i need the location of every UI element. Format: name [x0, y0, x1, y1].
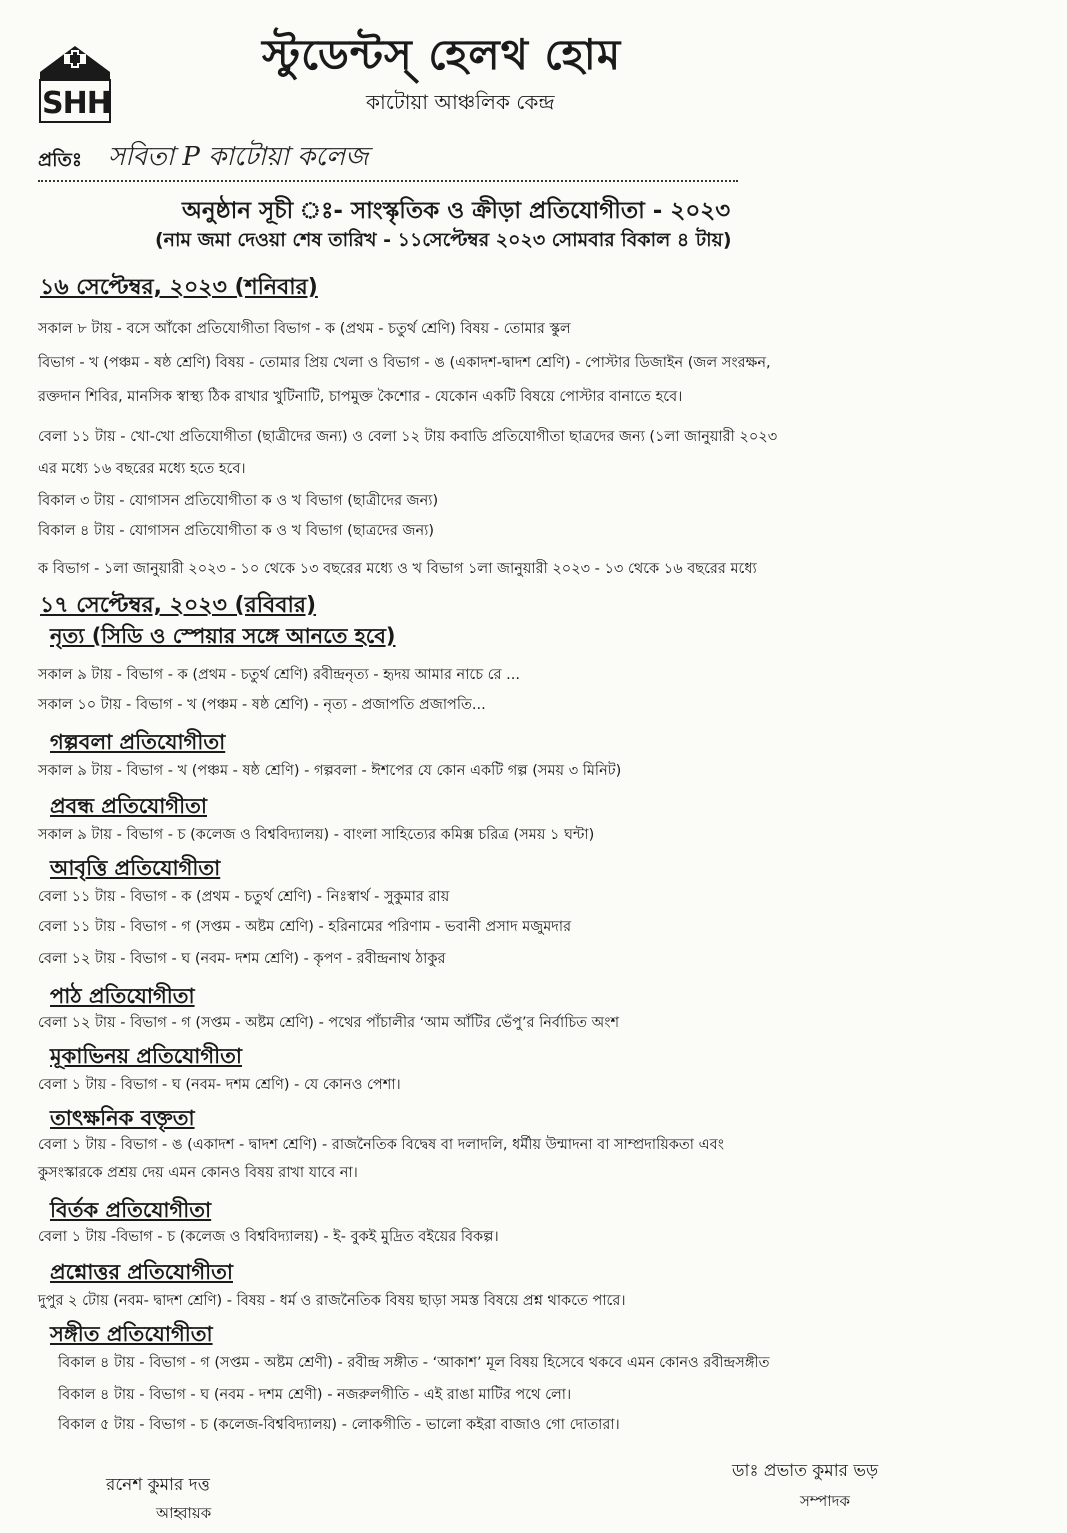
- essay-line: সকাল ৯ টায় - বিভাগ - চ (কলেজ ও বিশ্ববিদ্যালয়) - বাংলা সাহিত্যের কমিক্স চরিত্র (সময় ১ ঘন্টা): [38, 827, 595, 843]
- secretary-name: ডাঃ প্রভাত কুমার ভড়: [732, 1461, 879, 1481]
- section-title-reading: পাঠ প্রতিযোগীতা: [50, 984, 195, 1008]
- shh-logo: [36, 42, 114, 124]
- day1-heading: ১৬ সেপ্টেম্বর, ২০২৩ (শনিবার): [40, 275, 318, 300]
- extempore-line: বেলা ১ টায় - বিভাগ - ঙ (একাদশ - দ্বাদশ শ্রেণি) - রাজনৈতিক বিদ্বেষ বা দলাদলি, ধর্মীয় উন্মাদনা বা সাম্প্রদায়িকতা এবং: [38, 1137, 724, 1153]
- section-title-essay: প্রবন্ধ প্রতিযোগীতা: [50, 794, 207, 818]
- section-title-extempore: তাৎক্ষনিক বক্তৃতা: [50, 1106, 195, 1130]
- mime-line: বেলা ১ টায় - বিভাগ - ঘ (নবম- দশম শ্রেণি) - যে কোনও পেশা।: [38, 1077, 401, 1093]
- day1-line: বিকাল ৩ টায় - যোগাসন প্রতিযোগীতা ক ও খ বিভাগ (ছাত্রীদের জন্য): [38, 493, 439, 509]
- section-title-mime: মূকাভিনয় প্রতিযোগীতা: [50, 1044, 242, 1068]
- section-title-music: সঙ্গীত প্রতিযোগীতা: [50, 1322, 213, 1346]
- convener-name: রনেশ কুমার দত্ত: [106, 1475, 210, 1495]
- secretary-role: সম্পাদক: [800, 1492, 851, 1510]
- extempore-line: কুসংস্কারকে প্রশ্রয় দেয় এমন কোনও বিষয় রাখা যাবে না।: [38, 1165, 358, 1181]
- quiz-line: দুপুর ২ টোয় (নবম- দ্বাদশ শ্রেণি) - বিষয় - ধর্ম ও রাজনৈতিক বিষয় ছাড়া সমস্ত বিষয়ে প্রশ্ন থাকতে পারে।: [38, 1293, 626, 1309]
- recipient-handwritten: সবিতা P কাটোয়া কলেজ: [108, 142, 369, 172]
- day1-line: বিকাল ৪ টায় - যোগাসন প্রতিযোগীতা ক ও খ বিভাগ (ছাত্রদের জন্য): [38, 523, 434, 539]
- recitation-line: বেলা ১১ টায় - বিভাগ - ক (প্রথম - চতুর্থ শ্রেণি) - নিঃস্বার্থ - সুকুমার রায়: [38, 889, 450, 905]
- recipient-dotted-line: [38, 180, 738, 182]
- org-title: স্টুডেন্টস্ হেলথ হোম: [262, 30, 622, 79]
- day1-line: রক্তদান শিবির, মানসিক স্বাস্থ্য ঠিক রাখার খুটিনাটি, চাপমুক্ত কৈশোর - যেকোন একটি বিষয়ে পোস্টার বানাতে হবে।: [38, 389, 683, 405]
- day1-line: এর মধ্যে ১৬ বছরের মধ্যে হতে হবে।: [38, 461, 246, 477]
- logo-text: SHH: [42, 86, 111, 121]
- section-title-recitation: আবৃত্তি প্রতিযোগীতা: [50, 856, 221, 880]
- convener-role: আহ্বায়ক: [156, 1504, 212, 1522]
- section-title-quiz: প্রশ্নোত্তর প্রতিযোগীতা: [50, 1260, 233, 1284]
- day2-heading: ১৭ সেপ্টেম্বর, ২০২৩ (রবিবার): [40, 593, 317, 618]
- day1-line: বেলা ১১ টায় - খো-খো প্রতিযোগীতা (ছাত্রীদের জন্য) ও বেলা ১২ টায় কবাডি প্রতিযোগীতা ছাত্রদের জন্য (১লা জানুয়ারী ২০২৩: [38, 429, 778, 445]
- day1-line: ক বিভাগ - ১লা জানুয়ারী ২০২৩ - ১০ থেকে ১৩ বছরের মধ্যে ও খ বিভাগ ১লা জানুয়ারী ২০২৩ - ১৩ থেকে ১৬ বছরের মধ্যে: [38, 561, 757, 577]
- day1-line: সকাল ৮ টায় - বসে আঁকো প্রতিযোগীতা বিভাগ - ক (প্রথম - চতুর্থ শ্রেণি) বিষয় - তোমার স্কুল: [38, 321, 571, 337]
- reading-line: বেলা ১২ টায় - বিভাগ - গ (সপ্তম - অষ্টম শ্রেণি) - পথের পাঁচালীর ‘আম আঁটির ভেঁপু’র নির্বাচিত অংশ: [38, 1015, 620, 1031]
- section-title-dance: নৃত্য (সিডি ও স্পেয়ার সঙ্গে আনতে হবে): [50, 624, 396, 648]
- music-line: বিকাল ৪ টায় - বিভাগ - গ (সপ্তম - অষ্টম শ্রেণী) - রবীন্দ্র সঙ্গীত - ‘আকাশ’ মূল বিষয় হিসেবে থকবে এমন কোনও রবীন্দ্রসঙ্গীত: [58, 1355, 770, 1371]
- music-line: বিকাল ৫ টায় - বিভাগ - চ (কলেজ-বিশ্ববিদ্যালয়) - লোকগীতি - ভালো কইরা বাজাও গো দোতারা।: [58, 1417, 620, 1433]
- deadline-note: (নাম জমা দেওয়া শেষ তারিখ - ১১সেপ্টেম্বর ২০২৩ সোমবার বিকাল ৪ টায়): [155, 229, 732, 251]
- debate-line: বেলা ১ টায় -বিভাগ - চ (কলেজ ও বিশ্ববিদ্যালয়) - ই- বুকই মুদ্রিত বইয়ের বিকল্প।: [38, 1229, 499, 1245]
- music-line: বিকাল ৪ টায় - বিভাগ - ঘ (নবম - দশম শ্রেণী) - নজরুলগীতি - এই রাঙা মাটির পথে লো।: [58, 1387, 572, 1403]
- storytelling-line: সকাল ৯ টায় - বিভাগ - খ (পঞ্চম - ষষ্ঠ শ্রেণি) - গল্পবলা - ঈশপের যে কোন একটি গল্প (সময় ৩ মিনিট): [38, 763, 622, 779]
- org-subtitle: কাটোয়া আঞ্চলিক কেন্দ্র: [366, 90, 555, 114]
- day1-line: বিভাগ - খ (পঞ্চম - ষষ্ঠ শ্রেণি) বিষয় - তোমার প্রিয় খেলা ও বিভাগ - ঙ (একাদশ-দ্বাদশ শ্রেণি) - পোস্টার ডিজাইন (জল সংরক্ষন,: [38, 355, 771, 371]
- to-label: প্রতিঃ: [38, 149, 83, 171]
- dance-line: সকাল ১০ টায় - বিভাগ - খ (পঞ্চম - ষষ্ঠ শ্রেণি) - নৃত্য - প্রজাপতি প্রজাপতি...: [38, 697, 486, 713]
- section-title-debate: বির্তক প্রতিযোগীতা: [50, 1198, 212, 1222]
- program-title: অনুষ্ঠান সূচী ঃ- সাংস্কৃতিক ও ক্রীড়া প্রতিযোগীতা - ২০২৩: [182, 198, 731, 224]
- recitation-line: বেলা ১২ টায় - বিভাগ - ঘ (নবম- দশম শ্রেণি) - কৃপণ - রবীন্দ্রনাথ ঠাকুর: [38, 951, 446, 967]
- dance-line: সকাল ৯ টায় - বিভাগ - ক (প্রথম - চতুর্থ শ্রেণি) রবীন্দ্রনৃত্য - হৃদয় আমার নাচে রে ...: [38, 667, 520, 683]
- recitation-line: বেলা ১১ টায় - বিভাগ - গ (সপ্তম - অষ্টম শ্রেণি) - হরিনামের পরিণাম - ভবানী প্রসাদ মজুমদার: [38, 919, 572, 935]
- section-title-storytelling: গল্পবলা প্রতিযোগীতা: [50, 730, 226, 754]
